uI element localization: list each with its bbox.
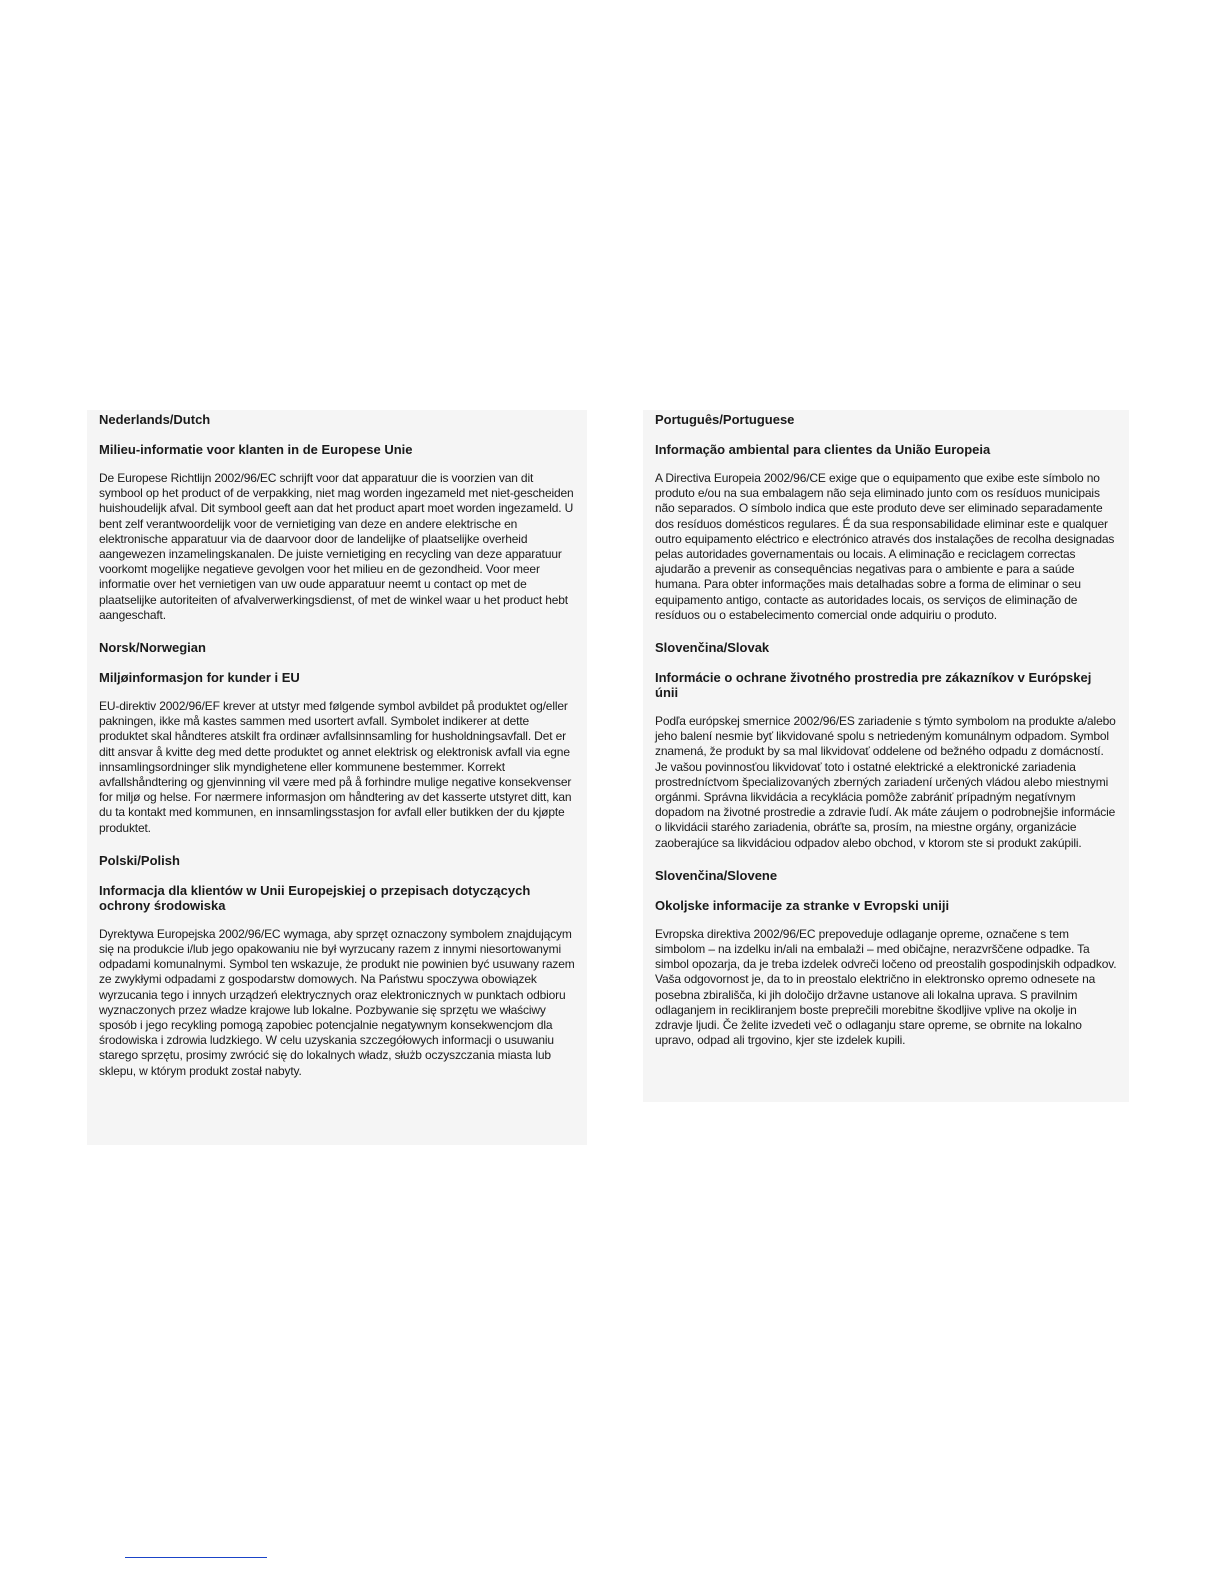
section-heading: Informacja dla klientów w Unii Europejskiej o przepisach dotyczących ochrony środowiska bbox=[99, 882, 531, 913]
section-body: Evropska direktiva 2002/96/EC prepoveduje odlaganje opreme, označene s tem simbolom – na izdelku in/ali na embalaži – med običajne, nerazvrščene odpadke. Ta simbol opozarja, da je treba izdelek odvreči ločeno od preostalih gospodinjskih odpadkov. Vaša odgovornost je, da to in preostalo električno in elektronsko opremo odnesete na posebna zbirališča, ki jih določijo državne ustanove ali lokalna uprava. S pravilnim odlaganjem in recikliranjem boste preprečili morebitne škodljive vplive na okolje in zdravje ljudi. Če želite izvedeti več o odlaganju stare opreme, se obrnite na lokalno upravo, odpad ali trgovino, kjer ste izdelek kupili. bbox=[655, 926, 1117, 1048]
section-heading: Informação ambiental para clientes da União Europeia bbox=[655, 442, 991, 457]
language-label: Norsk/Norwegian bbox=[99, 640, 206, 656]
language-label: Slovenčina/Slovene bbox=[655, 867, 778, 883]
section-dutch bbox=[87, 410, 587, 623]
section-heading: Milieu-informatie voor klanten in de Europese Unie bbox=[99, 442, 413, 457]
language-label: Polski/Polish bbox=[99, 852, 180, 868]
footnote-divider bbox=[125, 1557, 267, 1558]
left-column bbox=[87, 410, 587, 1145]
language-label: Slovenčina/Slovak bbox=[655, 640, 770, 656]
language-label: Nederlands/Dutch bbox=[99, 412, 211, 427]
section-polish bbox=[87, 851, 587, 1079]
section-slovak bbox=[643, 638, 1129, 851]
section-body: Podľa európskej smernice 2002/96/ES zariadenie s týmto symbolom na produkte a/alebo jeho balení nesmie byť likvidované spolu s netriedeným komunálnym odpadom. Symbol znamená, že produkt by sa mal likvidovať oddelene od bežného odpadu z domácností. Je vašou povinnosťou likvidovať toto i ostatné elektrické a elektronické zariadenia prostredníctvom špecializovaných zberných zariadení určených vládou alebo miestnymi orgánmi. Správna likvidácia a recyklácia pomôže zabrániť prípadným negatívnym dopadom na životné prostredie a zdravie ľudí. Ak máte záujem o podrobnejšie informácie o likvidácii starého zariadenia, obráťte sa, prosím, na miestne orgány, organizácie zaoberajúce sa likvidáciou odpadov alebo obchod, v ktorom ste si produkt zakúpili. bbox=[655, 714, 1116, 850]
section-slovene bbox=[643, 866, 1129, 1049]
section-heading: Okoljske informacije za stranke v Evropski uniji bbox=[655, 897, 950, 913]
section-body: EU-direktiv 2002/96/EF krever at utstyr med følgende symbol avbildet på produktet og/eller pakningen, ikke må kastes sammen med usortert avfall. Symbolet indikerer at dette produktet skal håndteres atskilt fra ordinær avfallsinnsamling for husholdningsavfall. Det er ditt ansvar å kvitte deg med dette produktet og annet elektrisk og elektronisk avfall via egne innsamlingsordninger slik myndighetene eller kommunene bestemmer. Korrekt avfallshåndtering og gjenvinning vil være med på å forhindre mulige negative konsekvenser for miljø og helse. For nærmere informasjon om håndtering av det kasserte utstyret ditt, kan du ta kontakt med kommunen, en innsamlingsstasjon for avfall eller butikken der du kjøpte produktet. bbox=[99, 699, 572, 835]
section-heading: Miljøinformasjon for kunder i EU bbox=[99, 670, 300, 686]
section-heading: Informácie o ochrane životného prostredia pre zákazníkov v Európskej únii bbox=[655, 670, 1092, 701]
section-portuguese bbox=[643, 410, 1129, 623]
section-body: De Europese Richtlijn 2002/96/EC schrijft voor dat apparatuur die is voorzien van dit symbool op het product of de verpakking, niet mag worden ingezameld met niet-gescheiden huishoudelijk afval. Dit symbool geeft aan dat het product apart moet worden ingezameld. U bent zelf verantwoordelijk voor de vernietiging van deze en andere elektrische en elektronische apparatuur via de daarvoor door de landelijke of plaatselijke overheid aangewezen inzamelingskanalen. De juiste vernietiging en recycling van deze apparatuur voorkomt mogelijke negatieve gevolgen voor het milieu en de gezondheid. Voor meer informatie over het vernietigen van uw oude apparatuur neemt u contact op met de plaatselijke autoriteiten of afvalverwerkingsdienst, of met de winkel waar u het product hebt aangeschaft. bbox=[99, 471, 574, 622]
right-column bbox=[643, 410, 1129, 1102]
section-norwegian bbox=[87, 638, 587, 836]
section-body: Dyrektywa Europejska 2002/96/EC wymaga, aby sprzęt oznaczony symbolem znajdującym się na produkcie i/lub jego opakowaniu nie był wyrzucany razem z innymi niesortowanymi odpadami komunalnymi. Symbol ten wskazuje, że produkt nie powinien być usuwany razem ze zwykłymi odpadami z gospodarstw domowych. Na Państwu spoczywa obowiązek wyrzucania tego i innych urządzeń elektrycznych oraz elektronicznych w punktach odbioru wyznaczonych przez władze krajowe lub lokalne. Pozbywanie się sprzętu we właściwy sposób i jego recykling pomogą zapobiec potencjalnie negatywnym konsekwencjom dla środowiska i zdrowia ludzkiego. W celu uzyskania szczegółowych informacji o usuwaniu starego sprzętu, prosimy zwrócić się do lokalnych władz, służb oczyszczania miasta lub sklepu, w którym produkt został nabyty. bbox=[99, 926, 575, 1078]
language-label: Português/Portuguese bbox=[655, 412, 795, 427]
section-body: A Directiva Europeia 2002/96/CE exige que o equipamento que exibe este símbolo no produto e/ou na sua embalagem não seja eliminado junto com os resíduos municipais não separados. O símbolo indica que este produto deve ser eliminado separadamente dos resíduos domésticos regulares. É da sua responsabilidade eliminar este e qualquer outro equipamento eléctrico e electrónico através dos instalações de recolha designadas pelas autoridades governamentais ou locais. A eliminação e reciclagem correctas ajudarão a prevenir as consequências negativas para o ambiente e para a saúde humana. Para obter informações mais detalhadas sobre a forma de eliminar o seu equipamento antigo, contacte as autoridades locais, os serviços de eliminação de resíduos ou o estabelecimento comercial onde adquiriu o produto. bbox=[655, 471, 1115, 622]
